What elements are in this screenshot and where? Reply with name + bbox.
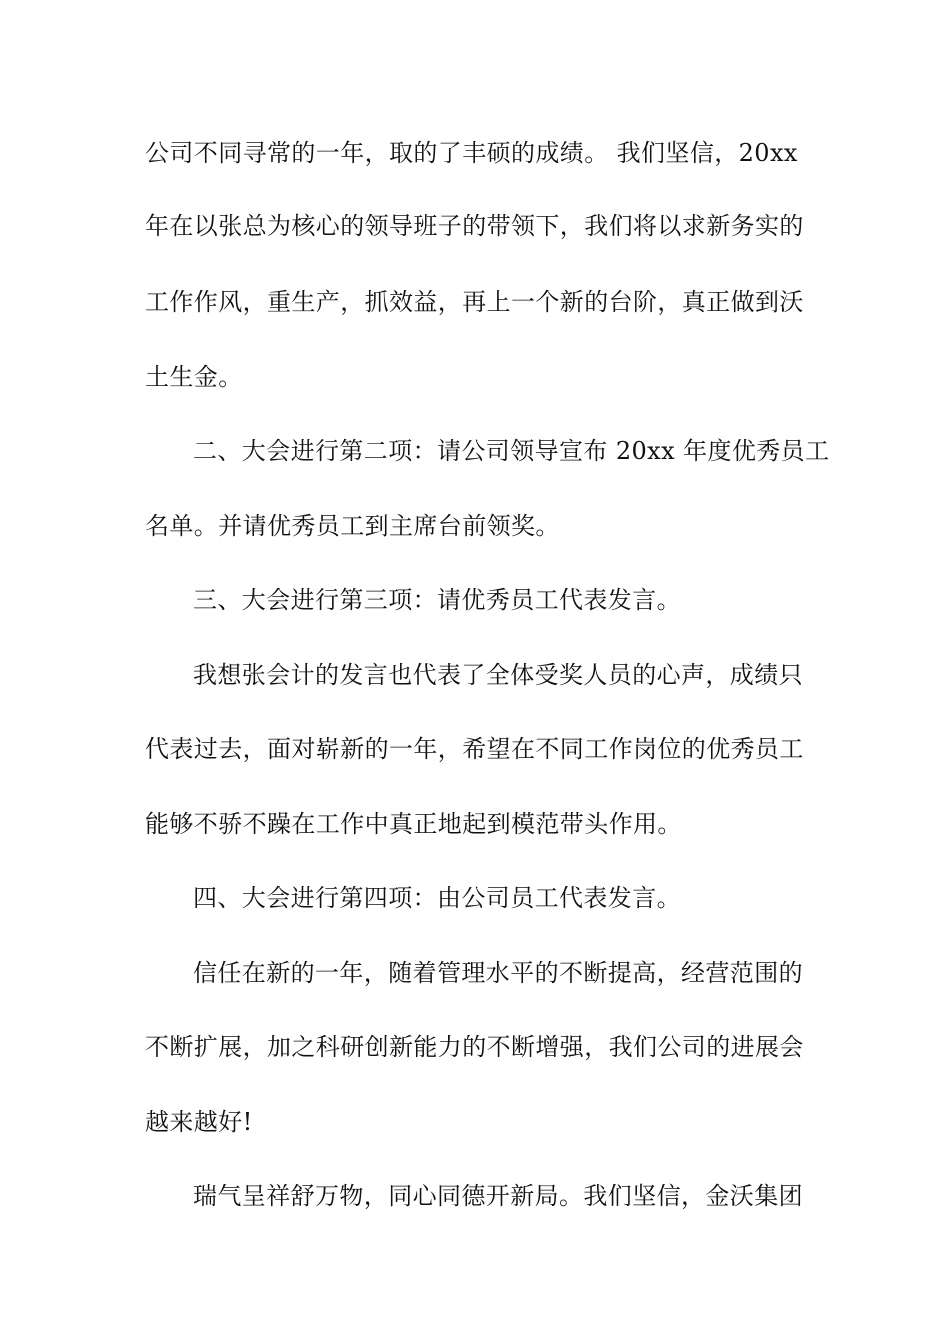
paragraph-line: 名单。并请优秀员工到主席台前领奖。 <box>145 512 560 540</box>
paragraph-line: 公司不同寻常的一年，取的了丰硕的成绩。 我们坚信，20xx <box>145 139 798 167</box>
paragraph-line: 我想张会计的发言也代表了全体受奖人员的心声，成绩只 <box>193 661 803 689</box>
paragraph-line: 信任在新的一年，随着管理水平的不断提高，经营范围的 <box>193 959 803 987</box>
agenda-item-3: 三、大会进行第三项：请优秀员工代表发言。 <box>193 586 681 614</box>
paragraph-line: 越来越好! <box>145 1108 253 1136</box>
agenda-item-2: 二、大会进行第二项：请公司领导宣布 20xx 年度优秀员工 <box>193 437 830 465</box>
paragraph-line: 土生金。 <box>145 363 243 391</box>
paragraph-line: 能够不骄不躁在工作中真正地起到模范带头作用。 <box>145 810 682 838</box>
paragraph-line: 工作作风，重生产，抓效益，再上一个新的台阶，真正做到沃 <box>145 288 804 316</box>
agenda-item-4: 四、大会进行第四项：由公司员工代表发言。 <box>193 884 681 912</box>
paragraph-line: 代表过去，面对崭新的一年，希望在不同工作岗位的优秀员工 <box>145 735 804 763</box>
paragraph-line: 年在以张总为核心的领导班子的带领下，我们将以求新务实的 <box>145 212 804 240</box>
paragraph-line: 瑞气呈祥舒万物，同心同德开新局。我们坚信，金沃集团 <box>193 1182 803 1210</box>
paragraph-line: 不断扩展，加之科研创新能力的不断增强，我们公司的进展会 <box>145 1033 804 1061</box>
